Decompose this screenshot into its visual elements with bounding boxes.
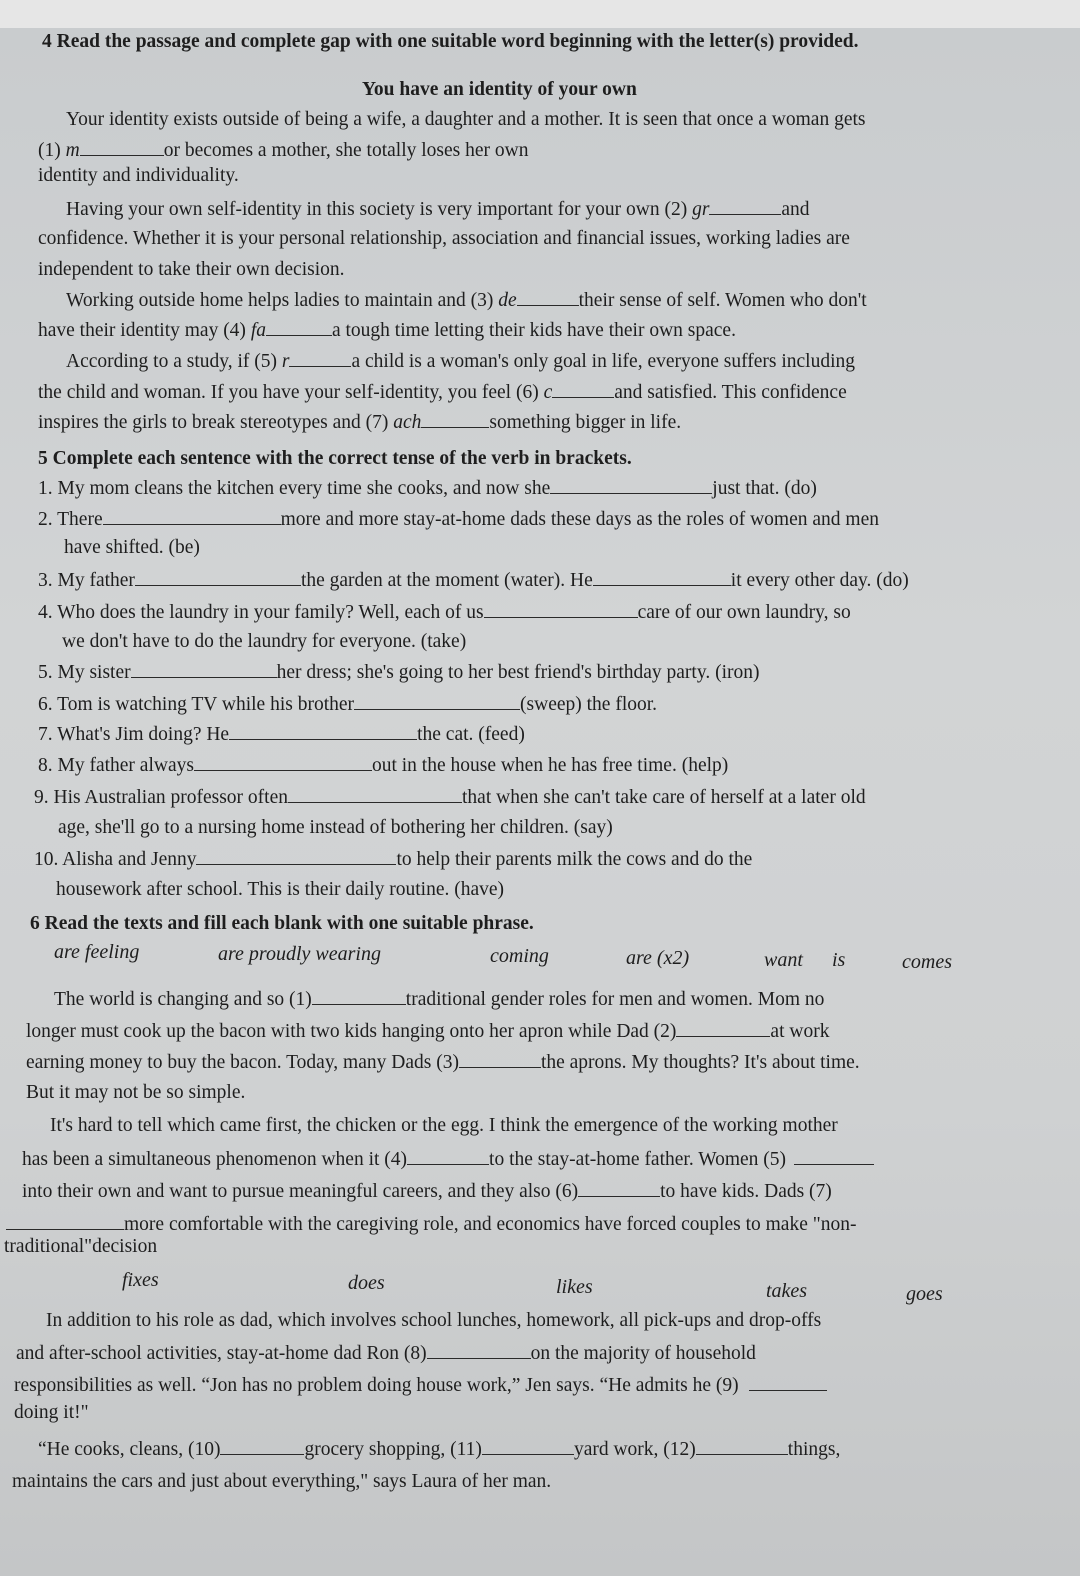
ex6-line bbox=[16, 1341, 756, 1366]
ex5-text: out in the house when he has free time. (help) bbox=[371, 755, 729, 776]
ex4-line bbox=[66, 349, 855, 374]
ex5-text: just that. (do) bbox=[712, 478, 817, 499]
ex5-item bbox=[38, 600, 851, 625]
answer-gap[interactable] bbox=[552, 380, 614, 398]
ex5-item-cont: we don't have to do the laundry for everyone. (take) bbox=[62, 631, 467, 652]
answer-gap[interactable] bbox=[676, 1019, 770, 1037]
answer-gap[interactable] bbox=[427, 1341, 531, 1359]
gap-letter: r bbox=[281, 351, 290, 372]
ex6-line bbox=[6, 1212, 856, 1237]
answer-gap[interactable] bbox=[80, 138, 164, 156]
ex5-text: 4. Who does the laundry in your family? Well, each of us bbox=[38, 602, 484, 623]
ex5-item bbox=[38, 753, 728, 778]
ex5-text: (sweep) the floor. bbox=[520, 694, 658, 715]
phrase-option: coming bbox=[490, 945, 549, 967]
gap-number: (1) bbox=[38, 140, 66, 161]
ex6-line bbox=[54, 987, 824, 1012]
ex4-text: their sense of self. Women who don't bbox=[578, 290, 867, 311]
ex5-text: it every other day. (do) bbox=[730, 570, 909, 591]
ex4-line bbox=[66, 288, 867, 313]
answer-gap[interactable] bbox=[131, 660, 277, 678]
ex5-text: 9. His Australian professor often bbox=[34, 787, 288, 808]
ex6-line bbox=[14, 1373, 827, 1398]
ex6-text: at work bbox=[770, 1021, 830, 1042]
ex5-text: to help their parents milk the cows and do the bbox=[396, 849, 753, 870]
phrase-option: are (x2) bbox=[626, 947, 690, 969]
answer-gap[interactable] bbox=[709, 197, 781, 215]
ex6-text: the aprons. My thoughts? It's about time. bbox=[540, 1052, 860, 1073]
ex4-text: According to a study, if (5) bbox=[66, 351, 282, 372]
ex4-text: the child and woman. If you have your self-identity, you feel (6) bbox=[38, 382, 544, 403]
ex5-item-cont: housework after school. This is their daily routine. (have) bbox=[56, 879, 505, 900]
ex6-text: and after-school activities, stay-at-home dad Ron (8) bbox=[16, 1343, 427, 1364]
ex5-item bbox=[38, 692, 657, 717]
ex5-item-cont: have shifted. (be) bbox=[64, 537, 200, 558]
ex6-text: to have kids. Dads (7) bbox=[660, 1181, 832, 1202]
answer-gap[interactable] bbox=[421, 410, 489, 428]
ex6-text: on the majority of household bbox=[530, 1343, 756, 1364]
answer-gap[interactable] bbox=[194, 753, 372, 771]
ex5-text: more and more stay-at-home dads these days as the roles of women and men bbox=[280, 509, 879, 530]
ex4-line bbox=[66, 197, 810, 222]
ex6-line: traditional"decision bbox=[4, 1236, 158, 1257]
ex5-text: 1. My mom cleans the kitchen every time she cooks, and now she bbox=[38, 478, 551, 499]
ex6-text: has been a simultaneous phenomenon when it (4) bbox=[22, 1149, 408, 1170]
answer-gap[interactable] bbox=[312, 987, 406, 1005]
answer-gap[interactable] bbox=[103, 507, 281, 525]
ex6-line: maintains the cars and just about everything," says Laura of her man. bbox=[12, 1471, 552, 1492]
ex5-text: that when she can't take care of herself at a later old bbox=[462, 787, 866, 808]
ex5-text: 6. Tom is watching TV while his brother bbox=[38, 694, 355, 715]
top-margin bbox=[0, 0, 1080, 28]
answer-gap[interactable] bbox=[696, 1437, 788, 1455]
ex6-text: yard work, (12) bbox=[573, 1439, 696, 1460]
answer-gap[interactable] bbox=[407, 1147, 489, 1165]
gap-letter: de bbox=[498, 290, 517, 311]
ex6-text: things, bbox=[787, 1439, 841, 1460]
ex4-line bbox=[38, 380, 847, 405]
ex6-line: But it may not be so simple. bbox=[26, 1082, 246, 1103]
answer-gap[interactable] bbox=[593, 568, 731, 586]
answer-gap[interactable] bbox=[6, 1212, 124, 1230]
ex4-text: Working outside home helps ladies to maintain and (3) bbox=[66, 290, 499, 311]
phrase-option: are feeling bbox=[54, 941, 140, 963]
ex6-heading: 6 Read the texts and fill each blank with one suitable phrase. bbox=[30, 913, 534, 934]
ex4-text: a tough time letting their kids have their own space. bbox=[331, 320, 736, 341]
ex5-text: 2. There bbox=[38, 509, 103, 530]
ex5-item bbox=[38, 476, 817, 501]
ex5-text: 7. What's Jim doing? He bbox=[38, 724, 230, 745]
ex4-text: a child is a woman's only goal in life, everyone suffers including bbox=[351, 351, 856, 372]
ex6-line: doing it!" bbox=[14, 1402, 89, 1423]
ex4-text: or becomes a mother, she totally loses her own bbox=[163, 140, 529, 161]
ex4-text: something bigger in life. bbox=[489, 412, 682, 433]
phrase-option: does bbox=[348, 1272, 385, 1294]
answer-gap[interactable] bbox=[288, 785, 462, 803]
ex5-item bbox=[38, 507, 879, 532]
ex5-text: the garden at the moment (water). He bbox=[300, 570, 593, 591]
phrase-option: is bbox=[832, 949, 846, 971]
ex6-line: It's hard to tell which came first, the chicken or the egg. I think the emergence of the working mother bbox=[50, 1115, 838, 1136]
ex6-text: into their own and want to pursue meaningful careers, and they also (6) bbox=[22, 1181, 579, 1202]
ex5-text: 10. Alisha and Jenny bbox=[34, 849, 197, 870]
gap-letter: m bbox=[65, 140, 80, 161]
ex4-title: You have an identity of your own bbox=[362, 79, 637, 100]
answer-gap[interactable] bbox=[517, 288, 579, 306]
ex6-text: responsibilities as well. “Jon has no problem doing house work,” Jen says. “He admits he (9) bbox=[14, 1375, 739, 1396]
ex6-text: more comfortable with the caregiving role, and economics have forced couples to make "non- bbox=[124, 1214, 857, 1235]
ex6-line bbox=[26, 1050, 860, 1075]
answer-gap[interactable] bbox=[266, 318, 332, 336]
ex6-text: traditional gender roles for men and women. Mom no bbox=[405, 989, 825, 1010]
ex4-line bbox=[38, 318, 736, 343]
answer-gap[interactable] bbox=[749, 1373, 827, 1391]
answer-gap[interactable] bbox=[550, 476, 712, 494]
phrase-option: are proudly wearing bbox=[218, 943, 381, 965]
ex5-heading: 5 Complete each sentence with the correct tense of the verb in brackets. bbox=[38, 448, 632, 469]
ex5-item bbox=[38, 568, 909, 593]
ex5-text: care of our own laundry, so bbox=[637, 602, 851, 623]
ex4-line: identity and individuality. bbox=[38, 165, 239, 186]
answer-gap[interactable] bbox=[484, 600, 638, 618]
ex6-line bbox=[26, 1019, 829, 1044]
gap-letter: fa bbox=[250, 320, 266, 341]
ex4-line bbox=[38, 138, 528, 163]
gap-letter: gr bbox=[692, 199, 710, 220]
ex5-text: the cat. (feed) bbox=[417, 724, 525, 745]
ex5-text: her dress; she's going to her best friend's birthday party. (iron) bbox=[276, 662, 760, 683]
gap-letter: c bbox=[543, 382, 553, 403]
ex4-text: and bbox=[781, 199, 810, 220]
ex6-text: grocery shopping, (11) bbox=[304, 1439, 482, 1460]
ex5-item bbox=[38, 660, 759, 685]
ex6-text: longer must cook up the bacon with two kids hanging onto her apron while Dad (2) bbox=[26, 1021, 677, 1042]
phrase-option: takes bbox=[766, 1280, 808, 1302]
ex4-heading: 4 Read the passage and complete gap with one suitable word beginning with the letter(s) provided. bbox=[42, 31, 859, 52]
phrase-option: likes bbox=[556, 1276, 593, 1298]
ex4-line: confidence. Whether it is your personal relationship, association and financial issues, working ladies are bbox=[38, 228, 850, 249]
ex5-item-cont: age, she'll go to a nursing home instead of bothering her children. (say) bbox=[58, 817, 613, 838]
ex6-line bbox=[22, 1179, 832, 1204]
ex4-line: independent to take their own decision. bbox=[38, 259, 345, 280]
ex5-text: 8. My father always bbox=[38, 755, 194, 776]
answer-gap[interactable] bbox=[459, 1050, 541, 1068]
answer-gap[interactable] bbox=[135, 568, 301, 586]
ex4-text: and satisfied. This confidence bbox=[614, 382, 847, 403]
ex5-text: 5. My sister bbox=[38, 662, 131, 683]
ex5-item bbox=[34, 847, 752, 872]
gap-letter: ach bbox=[393, 412, 422, 433]
answer-gap[interactable] bbox=[354, 692, 520, 710]
answer-gap[interactable] bbox=[578, 1179, 660, 1197]
ex5-item bbox=[38, 722, 525, 747]
answer-gap[interactable] bbox=[794, 1147, 874, 1165]
ex6-text: The world is changing and so (1) bbox=[54, 989, 312, 1010]
answer-gap[interactable] bbox=[220, 1437, 304, 1455]
phrase-option: fixes bbox=[122, 1269, 159, 1291]
answer-gap[interactable] bbox=[289, 349, 351, 367]
ex4-text: inspires the girls to break stereotypes and (7) bbox=[38, 412, 394, 433]
answer-gap[interactable] bbox=[482, 1437, 574, 1455]
ex6-line bbox=[38, 1437, 840, 1462]
phrase-option: goes bbox=[906, 1283, 943, 1305]
ex5-item bbox=[34, 785, 866, 810]
ex6-line: In addition to his role as dad, which involves school lunches, homework, all pick-ups and drop-offs bbox=[46, 1310, 822, 1331]
ex4-text: Having your own self-identity in this society is very important for your own (2) bbox=[66, 199, 693, 220]
ex6-line bbox=[22, 1147, 874, 1172]
ex4-text: have their identity may (4) bbox=[38, 320, 251, 341]
ex5-text: 3. My father bbox=[38, 570, 135, 591]
answer-gap[interactable] bbox=[229, 722, 417, 740]
ex6-text: earning money to buy the bacon. Today, many Dads (3) bbox=[26, 1052, 459, 1073]
ex6-text: “He cooks, cleans, (10) bbox=[38, 1439, 221, 1460]
ex6-text: to the stay-at-home father. Women (5) bbox=[489, 1149, 787, 1170]
phrase-option: want bbox=[764, 949, 803, 971]
ex4-line: Your identity exists outside of being a wife, a daughter and a mother. It is seen that once a woman gets bbox=[66, 109, 866, 130]
answer-gap[interactable] bbox=[196, 847, 396, 865]
ex4-line bbox=[38, 410, 681, 435]
phrase-option: comes bbox=[902, 951, 952, 973]
